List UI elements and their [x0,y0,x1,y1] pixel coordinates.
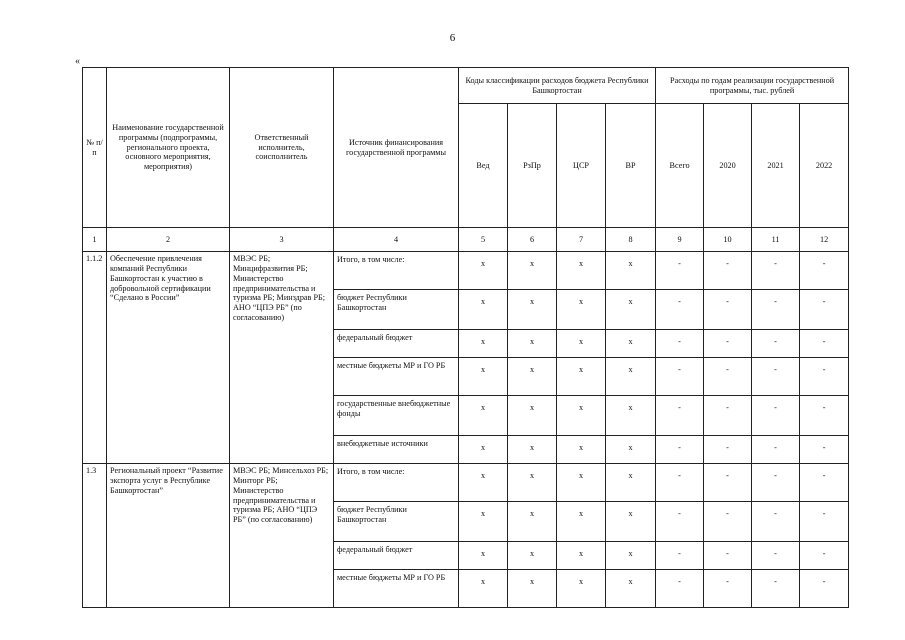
code-cell: х [459,330,508,358]
code-cell: х [557,570,606,608]
value-cell: - [704,502,752,542]
code-cell: х [508,290,557,330]
header-number: № п/п [83,68,107,228]
header-expenses-group: Расходы по годам реализации государственной программы, тыс. рублей [656,68,849,104]
value-cell: - [800,436,849,464]
col-number: 5 [459,228,508,252]
value-cell: - [800,358,849,396]
value-cell: - [800,542,849,570]
code-cell: х [459,570,508,608]
value-cell: - [656,396,704,436]
funding-source: Итого, в том числе: [334,464,459,502]
col-number: 12 [800,228,849,252]
col-number: 3 [230,228,334,252]
code-cell: х [606,436,656,464]
code-cell: х [606,464,656,502]
row-number: 1.3 [83,464,107,608]
col-number: 8 [606,228,656,252]
value-cell: - [800,396,849,436]
code-cell: х [508,330,557,358]
header-responsible: Ответственный исполнитель, соисполнитель [230,68,334,228]
code-cell: х [459,358,508,396]
header-year-2020: 2020 [704,104,752,228]
value-cell: - [704,358,752,396]
col-number: 11 [752,228,800,252]
code-cell: х [508,570,557,608]
header-year-total: Всего [656,104,704,228]
code-cell: х [508,396,557,436]
col-number: 4 [334,228,459,252]
value-cell: - [704,330,752,358]
header-code-ved: Вед [459,104,508,228]
value-cell: - [752,464,800,502]
value-cell: - [656,330,704,358]
row-number: 1.1.2 [83,252,107,464]
code-cell: х [606,502,656,542]
value-cell: - [656,358,704,396]
value-cell: - [752,396,800,436]
value-cell: - [656,464,704,502]
table-row [83,464,849,502]
value-cell: - [656,542,704,570]
table-row [83,252,849,290]
code-cell: х [508,358,557,396]
column-numbers-row [83,228,849,252]
col-number: 10 [704,228,752,252]
header-code-csr: ЦСР [557,104,606,228]
funding-source: федеральный бюджет [334,330,459,358]
funding-source: бюджет Республики Башкортостан [334,502,459,542]
row-name: Региональный проект “Развитие экспорта услуг в Республике Башкортостан” [107,464,230,608]
value-cell: - [656,252,704,290]
header-year-2021: 2021 [752,104,800,228]
col-number: 6 [508,228,557,252]
code-cell: х [557,436,606,464]
row-name: Обеспечение привлечения компаний Республики Башкортостан к участию в добровольной сертификации “Сделано в России” [107,252,230,464]
row-responsible: МВЭС РБ; Минсельхоз РБ; Минторг РБ; Министерство предпринимательства и туризма РБ; АНО “ЦПЭ РБ” (по согласованию) [230,464,334,608]
funding-source: внебюджетные источники [334,436,459,464]
code-cell: х [508,542,557,570]
budget-table [82,67,849,608]
code-cell: х [557,252,606,290]
code-cell: х [508,502,557,542]
funding-source: федеральный бюджет [334,542,459,570]
code-cell: х [606,570,656,608]
code-cell: х [508,464,557,502]
funding-source: государственные внебюджетные фонды [334,396,459,436]
funding-source: местные бюджеты МР и ГО РБ [334,570,459,608]
code-cell: х [557,358,606,396]
value-cell: - [704,396,752,436]
code-cell: х [459,396,508,436]
value-cell: - [752,570,800,608]
value-cell: - [752,290,800,330]
code-cell: х [606,252,656,290]
funding-source: местные бюджеты МР и ГО РБ [334,358,459,396]
value-cell: - [656,570,704,608]
quote-mark: « [75,56,80,67]
value-cell: - [752,358,800,396]
value-cell: - [656,290,704,330]
header-year-2022: 2022 [800,104,849,228]
value-cell: - [704,542,752,570]
page-number: 6 [449,32,456,44]
value-cell: - [752,542,800,570]
value-cell: - [800,502,849,542]
code-cell: х [459,436,508,464]
header-code-rzpr: РзПр [508,104,557,228]
code-cell: х [606,330,656,358]
value-cell: - [752,502,800,542]
value-cell: - [704,570,752,608]
code-cell: х [557,542,606,570]
code-cell: х [606,542,656,570]
col-number: 7 [557,228,606,252]
row-responsible: МВЭС РБ; Минцифразвития РБ; Министерство предпринимательства и туризма РБ; Минздрав РБ; АНО “ЦПЭ РБ” (по согласованию) [230,252,334,464]
value-cell: - [800,252,849,290]
value-cell: - [656,502,704,542]
value-cell: - [704,436,752,464]
code-cell: х [557,396,606,436]
value-cell: - [656,436,704,464]
code-cell: х [557,330,606,358]
value-cell: - [752,436,800,464]
value-cell: - [752,252,800,290]
code-cell: х [606,396,656,436]
funding-source: бюджет Республики Башкортостан [334,290,459,330]
funding-source: Итого, в том числе: [334,252,459,290]
header-source: Источник финансирования государственной программы [334,68,459,228]
value-cell: - [704,252,752,290]
value-cell: - [704,290,752,330]
value-cell: - [800,330,849,358]
code-cell: х [557,290,606,330]
code-cell: х [459,542,508,570]
value-cell: - [800,464,849,502]
code-cell: х [459,464,508,502]
code-cell: х [508,436,557,464]
code-cell: х [606,290,656,330]
code-cell: х [459,290,508,330]
code-cell: х [459,502,508,542]
code-cell: х [459,252,508,290]
header-code-vr: ВР [606,104,656,228]
value-cell: - [800,290,849,330]
code-cell: х [557,502,606,542]
col-number: 9 [656,228,704,252]
code-cell: х [606,358,656,396]
header-codes-group: Коды классификации расходов бюджета Республики Башкортостан [459,68,656,104]
code-cell: х [557,464,606,502]
value-cell: - [704,464,752,502]
col-number: 2 [107,228,230,252]
value-cell: - [752,330,800,358]
col-number: 1 [83,228,107,252]
header-name: Наименование государственной программы (подпрограммы, регионального проекта, основного мероприятия, мероприятия) [107,68,230,228]
code-cell: х [508,252,557,290]
value-cell: - [800,570,849,608]
